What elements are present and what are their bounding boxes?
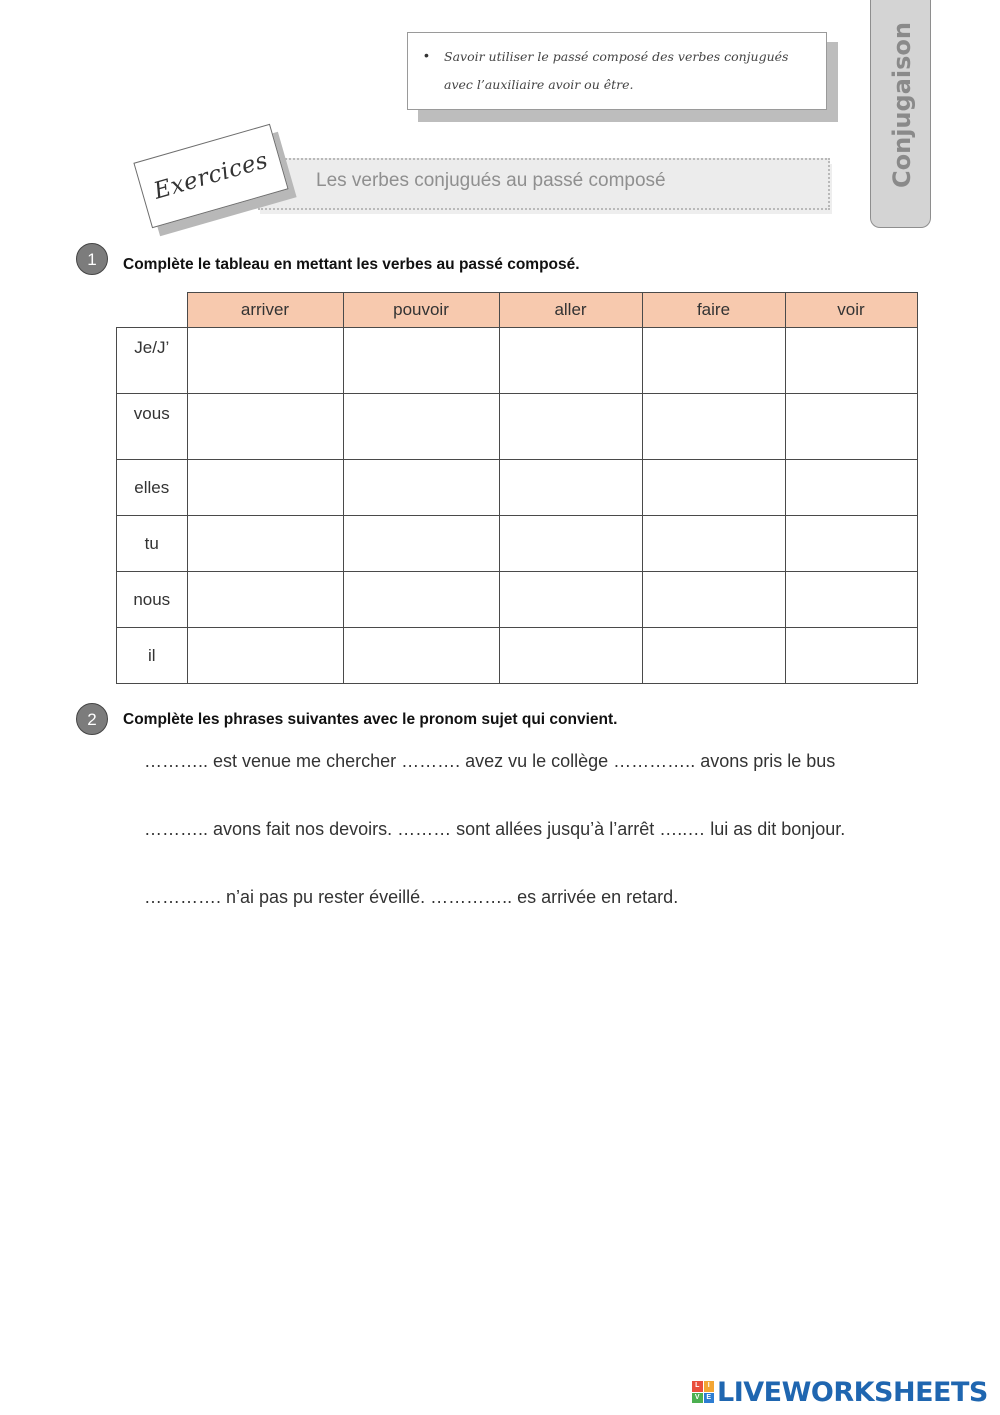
logo-grid-icon: [692, 1381, 714, 1403]
pronoun-cell: elles: [117, 460, 188, 516]
answer-cell[interactable]: [187, 394, 343, 460]
logo-letter: V: [692, 1393, 703, 1404]
sentence-line[interactable]: …………. n’ai pas pu rester éveillé. ………….. es arrivée en retard.: [144, 887, 679, 907]
logo-text: LIVEWORKSHEETS: [717, 1376, 988, 1408]
table-row: [117, 572, 918, 628]
answer-cell[interactable]: [499, 516, 642, 572]
verb-header: faire: [642, 293, 785, 328]
answer-cell[interactable]: [343, 394, 499, 460]
sentence-line[interactable]: ……….. est venue me chercher ………. avez vu le collège ………….. avons pris le bus: [144, 751, 836, 771]
objective-bullet: •: [424, 47, 429, 63]
pronoun-cell: vous: [117, 394, 188, 460]
answer-cell[interactable]: [785, 628, 917, 684]
exercise-2-number: 2: [76, 703, 108, 735]
table-row: [117, 328, 918, 394]
answer-cell[interactable]: [187, 628, 343, 684]
answer-cell[interactable]: [187, 460, 343, 516]
liveworksheets-logo: [692, 1376, 988, 1408]
objective-box: [407, 32, 827, 110]
conjugation-table: [116, 292, 918, 684]
table-corner: [117, 293, 188, 328]
answer-cell[interactable]: [785, 516, 917, 572]
table-row: [117, 628, 918, 684]
pronoun-cell: nous: [117, 572, 188, 628]
pronoun-cell: Je/J’: [117, 328, 188, 394]
pronoun-cell: tu: [117, 516, 188, 572]
answer-cell[interactable]: [343, 628, 499, 684]
side-tab: [870, 0, 931, 228]
verb-header: voir: [785, 293, 917, 328]
answer-cell[interactable]: [499, 460, 642, 516]
exercise-1-number: 1: [76, 243, 108, 275]
answer-cell[interactable]: [343, 328, 499, 394]
answer-cell[interactable]: [343, 460, 499, 516]
answer-cell[interactable]: [785, 328, 917, 394]
verb-header: aller: [499, 293, 642, 328]
answer-cell[interactable]: [642, 460, 785, 516]
answer-cell[interactable]: [187, 516, 343, 572]
side-tab-label: Conjugaison: [887, 22, 916, 188]
section-title: Les verbes conjugués au passé composé: [316, 170, 666, 191]
logo-letter: E: [704, 1393, 715, 1404]
answer-cell[interactable]: [785, 460, 917, 516]
table-row: [117, 516, 918, 572]
sentence-line[interactable]: ……….. avons fait nos devoirs. ……… sont allées jusqu’à l’arrêt …..… lui as dit bonjour.: [144, 819, 846, 839]
verb-header: arriver: [187, 293, 343, 328]
answer-cell[interactable]: [499, 394, 642, 460]
answer-cell[interactable]: [343, 572, 499, 628]
exercise-2-instruction: Complète les phrases suivantes avec le pronom sujet qui convient.: [123, 711, 618, 728]
exercise-1-instruction: Complète le tableau en mettant les verbes au passé composé.: [123, 256, 580, 273]
answer-cell[interactable]: [642, 572, 785, 628]
answer-cell[interactable]: [785, 572, 917, 628]
answer-cell[interactable]: [785, 394, 917, 460]
answer-cell[interactable]: [642, 394, 785, 460]
logo-letter: I: [704, 1381, 715, 1392]
logo-letter: L: [692, 1381, 703, 1392]
table-row: [117, 394, 918, 460]
pronoun-cell: il: [117, 628, 188, 684]
answer-cell[interactable]: [499, 628, 642, 684]
answer-cell[interactable]: [642, 328, 785, 394]
answer-cell[interactable]: [642, 516, 785, 572]
answer-cell[interactable]: [642, 628, 785, 684]
answer-cell[interactable]: [343, 516, 499, 572]
answer-cell[interactable]: [187, 328, 343, 394]
objective-text: Savoir utiliser le passé composé des verbes conjugués avec l’auxiliaire avoir ou être.: [444, 49, 789, 92]
table-row: [117, 460, 918, 516]
answer-cell[interactable]: [187, 572, 343, 628]
verb-header: pouvoir: [343, 293, 499, 328]
answer-cell[interactable]: [499, 328, 642, 394]
exercices-tag-label: Exercices: [150, 147, 272, 205]
answer-cell[interactable]: [499, 572, 642, 628]
